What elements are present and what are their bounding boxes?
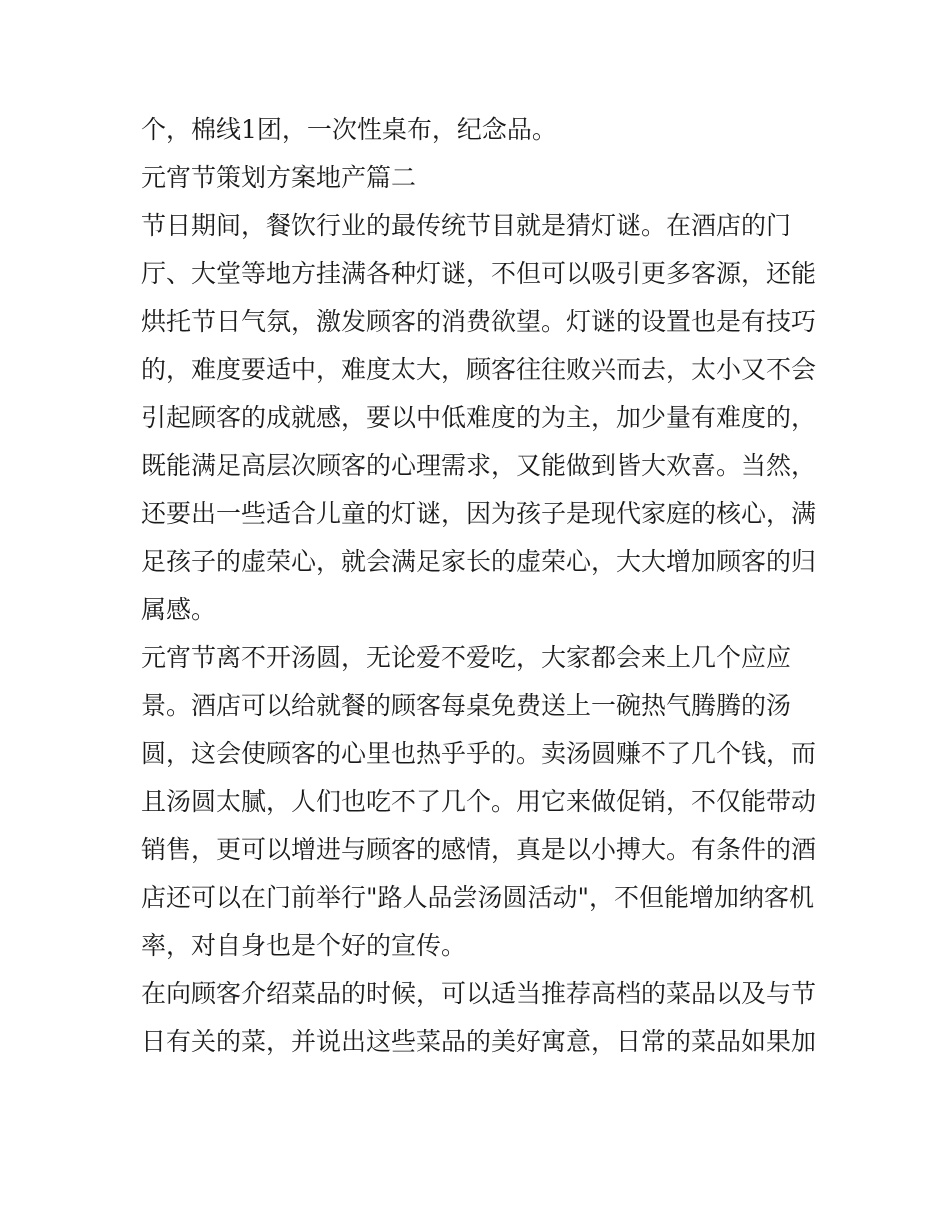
text-line: 率，对自身也是个好的宣传。 — [141, 931, 467, 960]
text-line: 还要出一些适合儿童的灯谜，因为孩子是现代家庭的核心，满 — [141, 499, 817, 528]
text-line: 元宵节离不开汤圆，无论爱不爱吃，大家都会来上几个应应 — [141, 643, 792, 672]
text-line: 店还可以在门前举行"路人品尝汤圆活动"，不但能增加纳客机 — [141, 883, 815, 912]
text-line: 烘托节日气氛，激发顾客的消费欲望。灯谜的设置也是有技巧 — [141, 307, 817, 336]
text-line: 足孩子的虚荣心，就会满足家长的虚荣心，大大增加顾客的归 — [141, 547, 817, 576]
text-line: 在向顾客介绍菜品的时候，可以适当推荐高档的菜品以及与节 — [141, 979, 817, 1008]
text-line: 圆，这会使顾客的心里也热乎乎的。卖汤圆赚不了几个钱，而 — [141, 739, 817, 768]
text-line: 景。酒店可以给就餐的顾客每桌免费送上一碗热气腾腾的汤 — [141, 691, 792, 720]
text-line: 销售，更可以增进与顾客的感情，真是以小搏大。有条件的酒 — [141, 835, 817, 864]
text-line: 且汤圆太腻，人们也吃不了几个。用它来做促销，不仅能带动 — [141, 787, 817, 816]
text-line: 引起顾客的成就感，要以中低难度的为主，加少量有难度的， — [141, 403, 817, 432]
section-heading: 元宵节策划方案地产篇二 — [141, 163, 417, 192]
text-line: 日有关的菜，并说出这些菜品的美好寓意，日常的菜品如果加 — [141, 1027, 817, 1056]
text-line: 厅、大堂等地方挂满各种灯谜，不但可以吸引更多客源，还能 — [141, 259, 817, 288]
text-line: 节日期间，餐饮行业的最传统节目就是猜灯谜。在酒店的门 — [141, 211, 792, 240]
text-line: 个，棉线1团，一次性桌布，纪念品。 — [141, 115, 557, 144]
text-line: 属感。 — [141, 595, 217, 624]
document-body — [141, 106, 821, 1066]
text-line: 的，难度要适中，难度太大，顾客往往败兴而去，太小又不会 — [141, 355, 817, 384]
text-line: 既能满足高层次顾客的心理需求，又能做到皆大欢喜。当然， — [141, 451, 817, 480]
